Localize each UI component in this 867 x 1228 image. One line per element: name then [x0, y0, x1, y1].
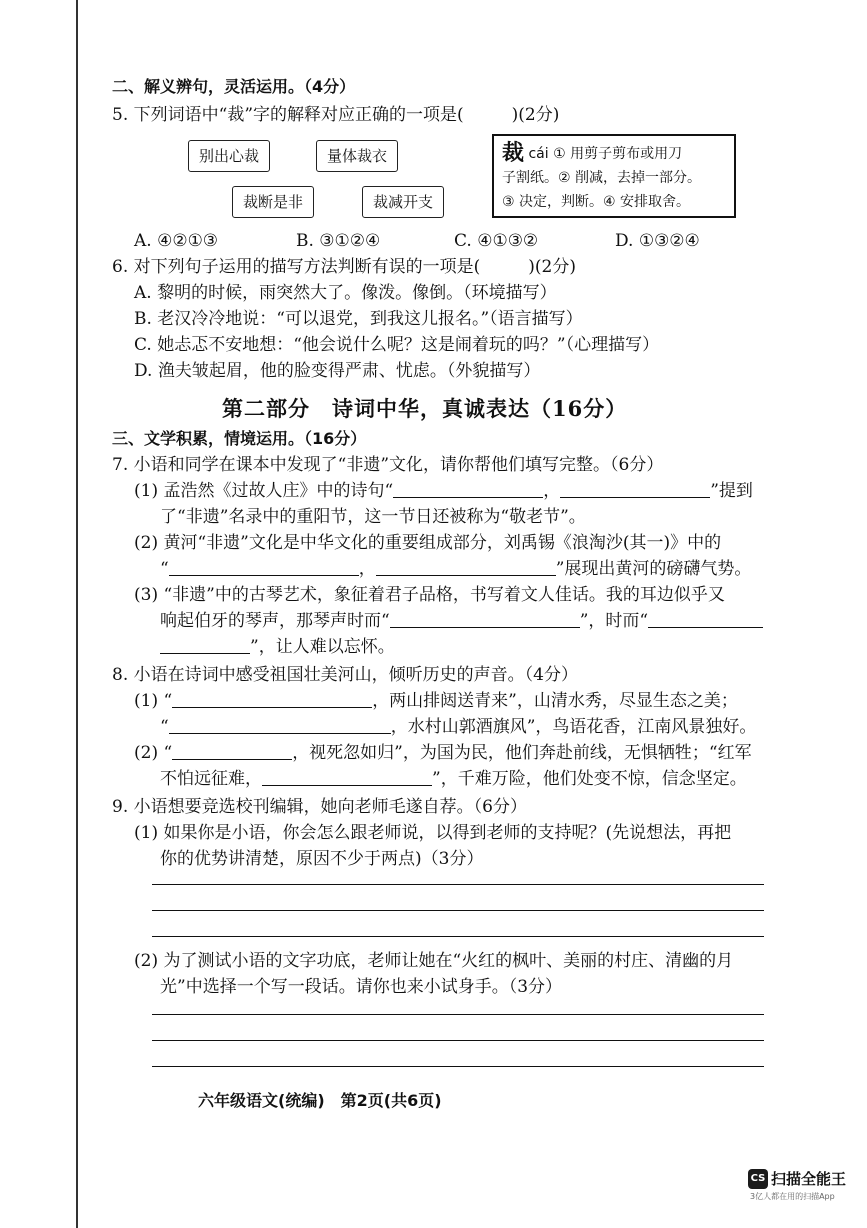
q7-stem: 7. 小语和同学在课本中发现了“非遗”文化，请你帮他们填写完整。（6分）	[112, 455, 664, 475]
q5-option-c[interactable]: C. ④①③②	[454, 231, 539, 251]
q9-answer-line-2[interactable]	[152, 910, 764, 911]
q9-stem: 9. 小语想要竞选校刊编辑，她向老师毛遂自荐。（6分）	[112, 797, 527, 817]
q8-sub1-quote: (1) “	[134, 691, 173, 711]
scanner-logo-icon: CS	[748, 1169, 768, 1189]
q7-sub2-quote: “	[160, 559, 169, 579]
definition-box	[492, 134, 736, 218]
q6-score: )(2分)	[528, 257, 576, 277]
q5-option-a[interactable]: A. ④②①③	[134, 231, 219, 251]
q7-blank-2[interactable]	[560, 479, 710, 498]
q9-sub2-line1: (2) 为了测试小语的文字功底，老师让她在“火红的枫叶、美丽的村庄、清幽的月	[134, 951, 734, 971]
q8-sub1-line2	[160, 714, 756, 740]
q8-blank-3[interactable]	[172, 741, 292, 760]
definition-pinyin: cái	[528, 146, 549, 162]
q7-sub3-tail: ”，让人难以忘怀。	[250, 637, 395, 657]
q6-option-c[interactable]: C. 她忐忑不安地想：“他会说什么呢？这是闹着玩的吗？”（心理描写）	[134, 335, 660, 355]
scanner-tagline: 3亿人都在用的扫描App	[750, 1192, 835, 1201]
q7-sub3-line3	[160, 634, 395, 660]
q8-sub1-quote2: “	[160, 717, 169, 737]
q6-option-b[interactable]: B. 老汉冷冷地说：“可以退党，到我这儿报名。”（语言描写）	[134, 309, 583, 329]
q6-stem-text: 6. 对下列句子运用的描写方法判断有误的一项是(	[112, 257, 481, 277]
q8-blank-1[interactable]	[172, 689, 372, 708]
q7-sub1-text: (1) 孟浩然《过故人庄》中的诗句“	[134, 481, 394, 501]
q9-answer-line-1[interactable]	[152, 884, 764, 885]
q7-blank-6[interactable]	[648, 609, 763, 628]
q9-sub2-line2: 光”中选择一个写一段话。请你也来小试身手。（3分）	[160, 977, 563, 997]
q8-sub2-tail: ”，千难万险，他们处变不惊，信念坚定。	[432, 769, 747, 789]
q9-sub1-line2: 你的优势讲清楚，原因不少于两点)（3分）	[160, 849, 484, 869]
q9-answer-line-6[interactable]	[152, 1066, 764, 1067]
q9-answer-line-3[interactable]	[152, 936, 764, 937]
q7-sub2-line2	[160, 556, 751, 582]
definition-line-1	[502, 142, 726, 166]
q7-sub3-line2	[160, 608, 763, 634]
page-footer: 六年级语文(统编) 第2页(共6页)	[198, 1091, 442, 1110]
q8-sub1-text2: ，水村山郭酒旗风”，鸟语花香，江南风景独好。	[390, 717, 757, 737]
q8-sub2-line1	[134, 740, 752, 766]
q8-sub2-text: ，视死忽如归”，为国为民，他们奔赴前线，无惧牺牲；“红军	[292, 743, 752, 763]
q9-answer-line-4[interactable]	[152, 1014, 764, 1015]
q7-sub1-comma: ，	[543, 481, 561, 501]
word-card-1: 别出心裁	[188, 140, 270, 172]
part-2-title: 第二部分 诗词中华，真诚表达（16分）	[222, 396, 628, 421]
definition-char: 裁	[502, 141, 525, 166]
scanner-badge	[748, 1168, 846, 1202]
definition-line-3: ③ 决定，判断。④ 安排取舍。	[502, 194, 691, 210]
word-card-3: 裁断是非	[232, 186, 314, 218]
q8-blank-2[interactable]	[169, 715, 391, 734]
q6-option-a[interactable]: A. 黎明的时候，雨突然大了。像泼。像倒。（环境描写）	[134, 283, 557, 303]
q7-blank-4[interactable]	[376, 557, 556, 576]
q7-sub3-mid: ”，时而“	[579, 611, 649, 631]
q7-blank-1[interactable]	[393, 479, 543, 498]
q7-sub1-line2: 了“非遗”名录中的重阳节，这一节日还被称为“敬老节”。	[160, 507, 586, 527]
q5-score: )(2分)	[511, 105, 560, 125]
q5-option-d[interactable]: D. ①③②④	[615, 231, 700, 251]
word-card-2: 量体裁衣	[316, 140, 398, 172]
q9-answer-line-5[interactable]	[152, 1040, 764, 1041]
q5-stem	[112, 102, 559, 128]
q8-sub2-text2: 不怕远征难，	[160, 769, 262, 789]
scanner-app-name: 扫描全能王	[771, 1170, 847, 1188]
definition-line-2: 子割纸。② 削减，去掉一部分。	[502, 170, 702, 186]
section-3-title: 三、文学积累，情境运用。（16分）	[112, 429, 367, 448]
q8-sub1-text: ，两山排闼送青来”，山清水秀，尽显生态之美；	[372, 691, 738, 711]
q8-sub2-quote: (2) “	[134, 743, 173, 763]
q8-blank-4[interactable]	[262, 767, 432, 786]
q7-sub1-line1	[134, 478, 753, 504]
q7-sub2-comma: ，	[358, 559, 376, 579]
q7-blank-6-cont[interactable]	[160, 635, 250, 654]
q7-blank-3[interactable]	[169, 557, 359, 576]
q7-sub2-tail: ”展现出黄河的磅礴气势。	[555, 559, 752, 579]
definition-text-1: ① 用剪子剪布或用刀	[553, 146, 683, 162]
q7-blank-5[interactable]	[390, 609, 580, 628]
page-margin-line	[76, 0, 78, 1228]
q8-sub1-line1	[134, 688, 738, 714]
q6-stem	[112, 254, 576, 280]
q6-option-d[interactable]: D. 渔夫皱起眉，他的脸变得严肃、忧虑。（外貌描写）	[134, 361, 541, 381]
q5-stem-text: 5. 下列词语中“裁”字的解释对应正确的一项是(	[112, 105, 464, 125]
section-2-title: 二、解义辨句，灵活运用。（4分）	[112, 77, 356, 96]
q8-sub2-line2	[160, 766, 747, 792]
q9-sub1-line1: (1) 如果你是小语，你会怎么跟老师说，以得到老师的支持呢？(先说想法，再把	[134, 823, 732, 843]
q7-sub3-line1: (3) “非遗”中的古琴艺术，象征着君子品格，书写着文人佳话。我的耳边似乎又	[134, 585, 725, 605]
q8-stem: 8. 小语在诗词中感受祖国壮美河山，倾听历史的声音。（4分）	[112, 665, 578, 685]
q7-sub1-tail: ”提到	[710, 481, 753, 501]
q5-option-b[interactable]: B. ③①②④	[296, 231, 381, 251]
q7-sub2-line1: (2) 黄河“非遗”文化是中华文化的重要组成部分，刘禹锡《浪淘沙(其一)》中的	[134, 533, 722, 553]
q7-sub3-text: 响起伯牙的琴声，那琴声时而“	[160, 611, 390, 631]
word-card-4: 裁减开支	[362, 186, 444, 218]
